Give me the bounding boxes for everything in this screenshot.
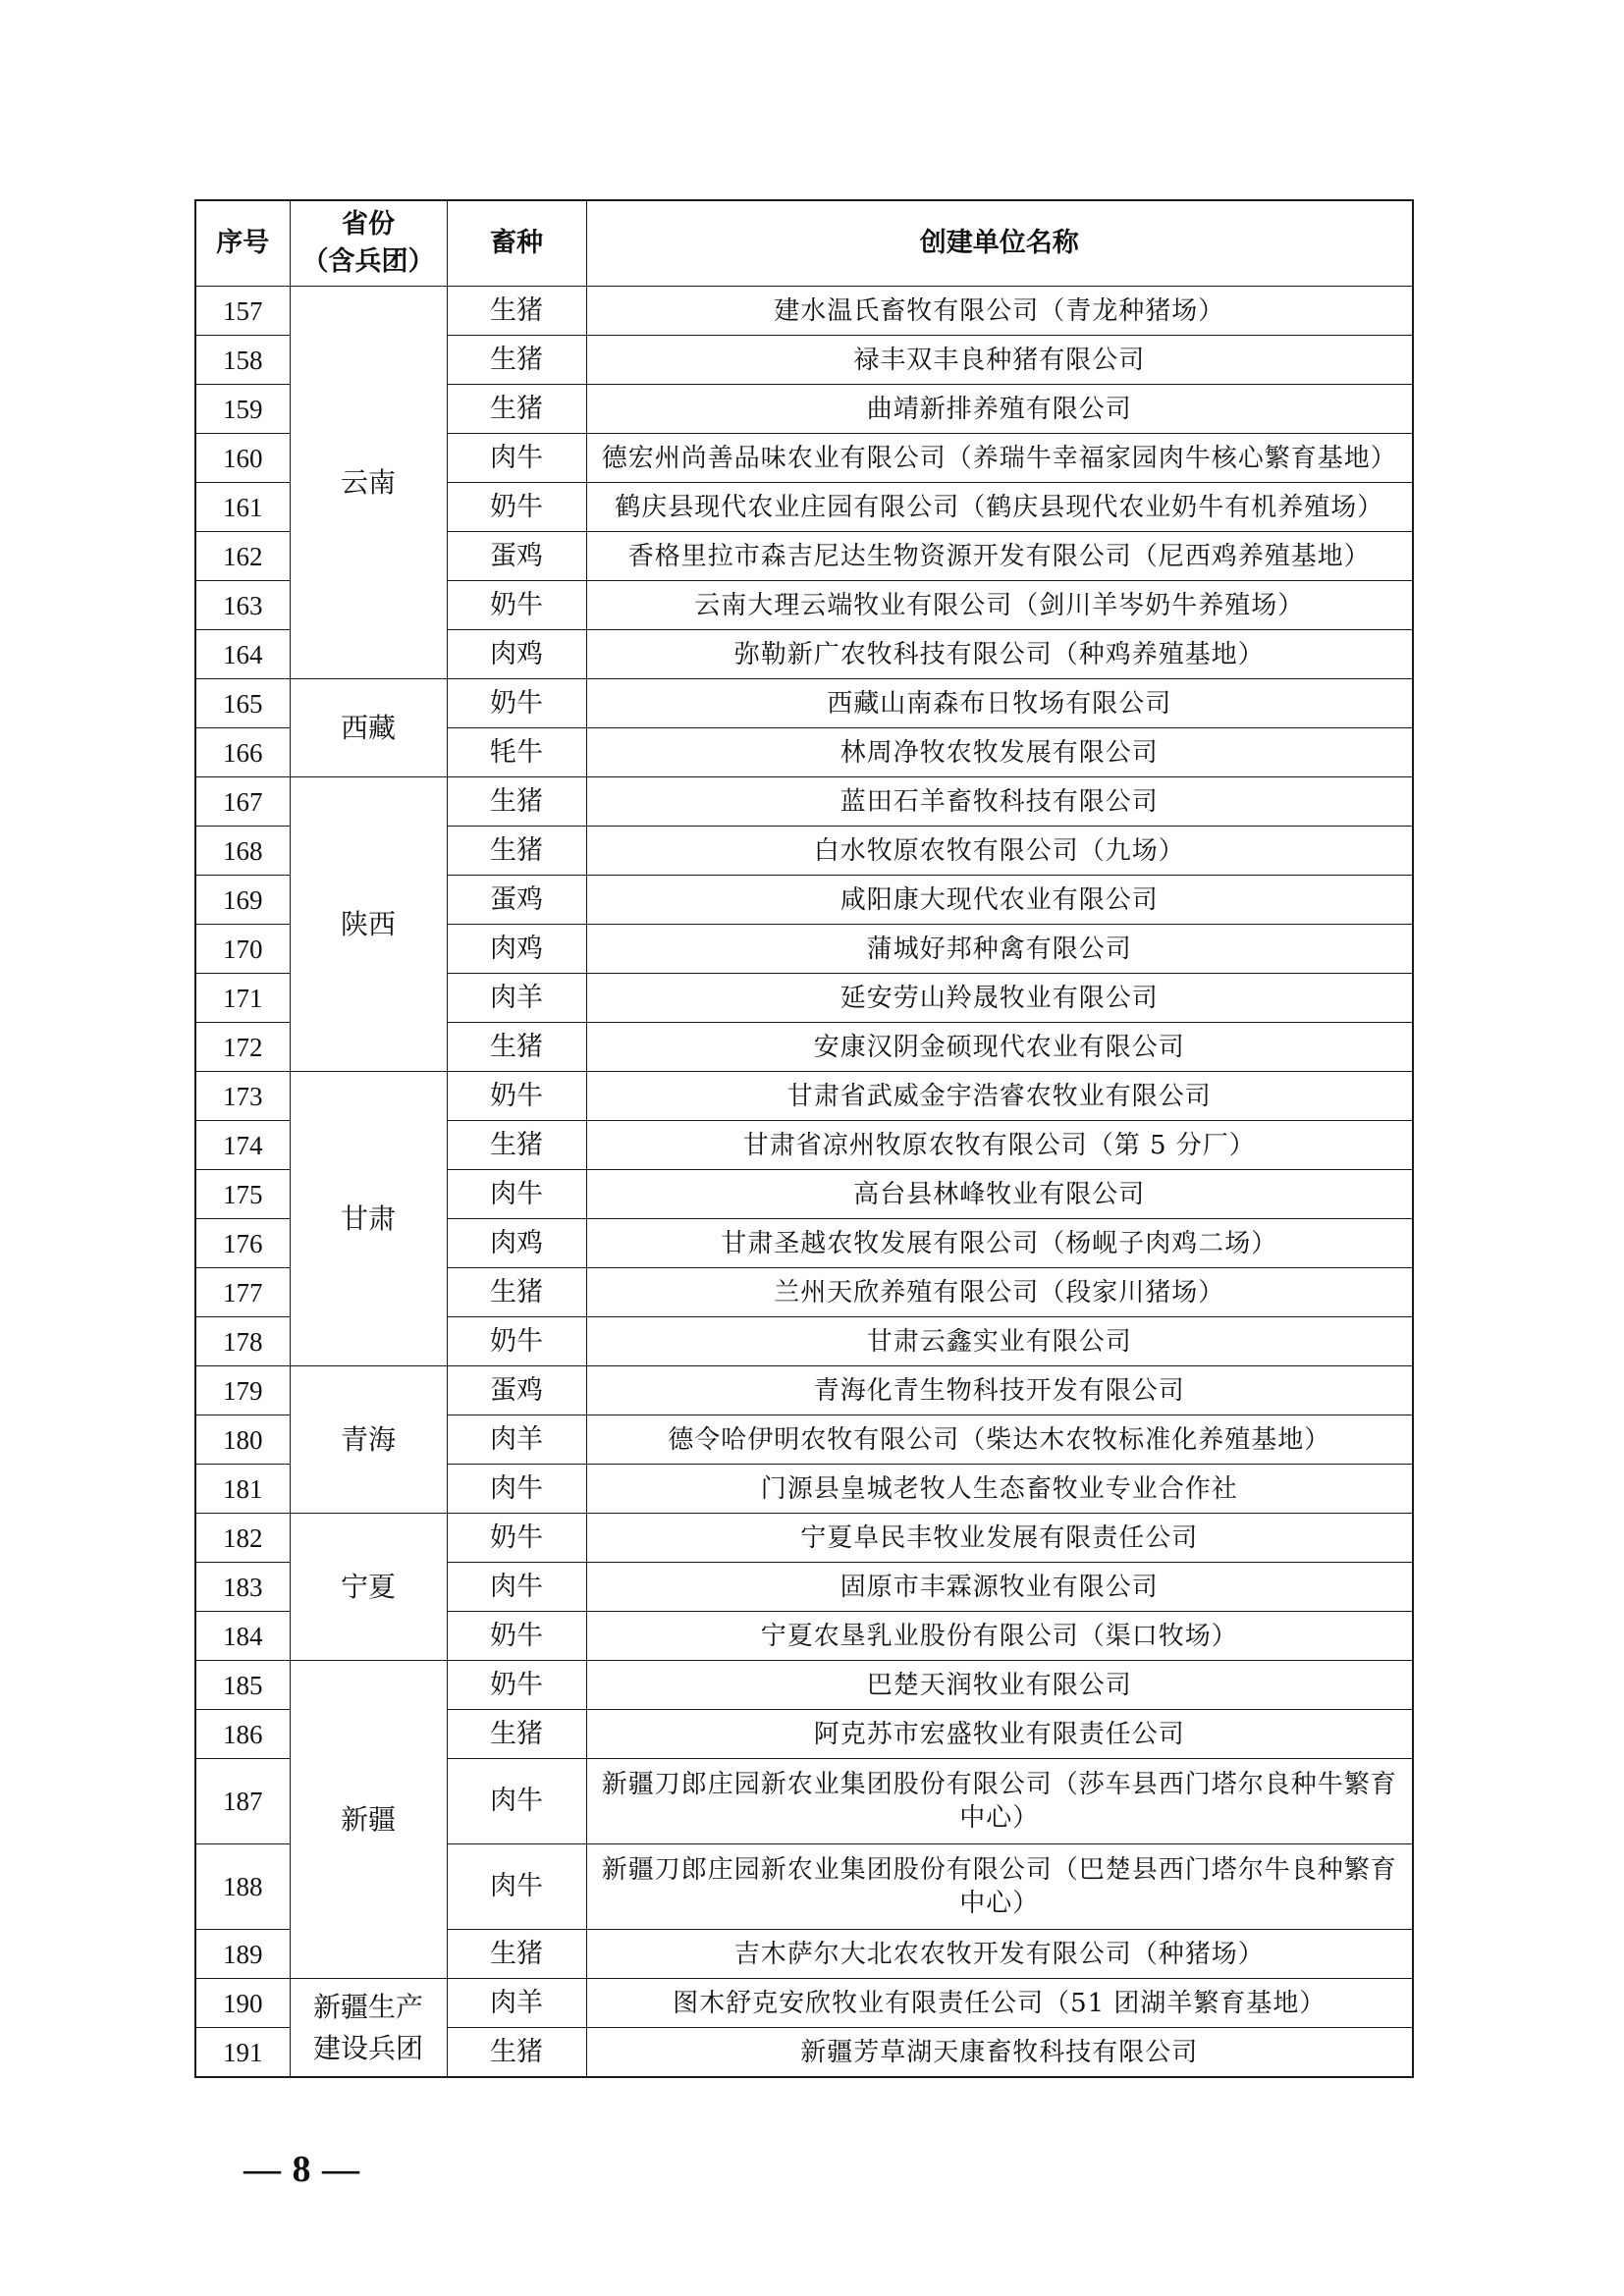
unit-name-cell: 阿克苏市宏盛牧业有限责任公司 bbox=[586, 1710, 1413, 1759]
unit-name-cell: 禄丰双丰良种猪有限公司 bbox=[586, 336, 1413, 385]
livestock-species-cell: 肉鸡 bbox=[447, 630, 586, 679]
serial-number-cell: 172 bbox=[195, 1023, 290, 1072]
unit-name-cell: 新疆刀郎庄园新农业集团股份有限公司（莎车县西门塔尔良种牛繁育中心） bbox=[586, 1759, 1413, 1844]
livestock-species-cell: 奶牛 bbox=[447, 1661, 586, 1710]
livestock-species-cell: 奶牛 bbox=[447, 581, 586, 630]
serial-number-cell: 177 bbox=[195, 1268, 290, 1317]
livestock-species-cell: 奶牛 bbox=[447, 1072, 586, 1121]
table-row bbox=[195, 1979, 1413, 2028]
serial-number-cell: 188 bbox=[195, 1844, 290, 1930]
serial-number-cell: 179 bbox=[195, 1366, 290, 1415]
unit-name-cell: 门源县皇城老牧人生态畜牧业专业合作社 bbox=[586, 1465, 1413, 1514]
serial-number-cell: 159 bbox=[195, 385, 290, 434]
unit-name-cell: 德令哈伊明农牧有限公司（柴达木农牧标准化养殖基地） bbox=[586, 1415, 1413, 1465]
table-row bbox=[195, 1366, 1413, 1415]
livestock-species-cell: 肉羊 bbox=[447, 974, 586, 1023]
province-cell: 西藏 bbox=[290, 679, 447, 777]
unit-name-cell: 兰州天欣养殖有限公司（段家川猪场） bbox=[586, 1268, 1413, 1317]
livestock-species-cell: 蛋鸡 bbox=[447, 1366, 586, 1415]
unit-name-cell: 林周净牧农牧发展有限公司 bbox=[586, 728, 1413, 777]
header-livestock-species: 畜种 bbox=[447, 200, 586, 287]
unit-name-cell: 甘肃省武威金宇浩睿农牧业有限公司 bbox=[586, 1072, 1413, 1121]
unit-name-cell: 延安劳山羚晟牧业有限公司 bbox=[586, 974, 1413, 1023]
livestock-species-cell: 奶牛 bbox=[447, 483, 586, 532]
livestock-species-cell: 肉牛 bbox=[447, 1170, 586, 1219]
serial-number-cell: 189 bbox=[195, 1930, 290, 1979]
province-cell: 新疆 bbox=[290, 1661, 447, 1979]
unit-name-cell: 云南大理云端牧业有限公司（剑川羊岑奶牛养殖场） bbox=[586, 581, 1413, 630]
header-unit-name: 创建单位名称 bbox=[586, 200, 1413, 287]
livestock-species-cell: 生猪 bbox=[447, 287, 586, 336]
serial-number-cell: 166 bbox=[195, 728, 290, 777]
serial-number-cell: 165 bbox=[195, 679, 290, 728]
livestock-species-cell: 生猪 bbox=[447, 1121, 586, 1170]
unit-name-cell: 新疆芳草湖天康畜牧科技有限公司 bbox=[586, 2028, 1413, 2078]
livestock-species-cell: 生猪 bbox=[447, 385, 586, 434]
serial-number-cell: 186 bbox=[195, 1710, 290, 1759]
province-cell: 宁夏 bbox=[290, 1514, 447, 1661]
unit-name-cell: 白水牧原农牧有限公司（九场） bbox=[586, 827, 1413, 876]
livestock-species-cell: 蛋鸡 bbox=[447, 876, 586, 925]
livestock-species-cell: 生猪 bbox=[447, 1930, 586, 1979]
unit-name-cell: 咸阳康大现代农业有限公司 bbox=[586, 876, 1413, 925]
livestock-species-cell: 肉牛 bbox=[447, 1844, 586, 1930]
serial-number-cell: 181 bbox=[195, 1465, 290, 1514]
livestock-species-cell: 生猪 bbox=[447, 777, 586, 827]
livestock-species-cell: 肉鸡 bbox=[447, 1219, 586, 1268]
serial-number-cell: 161 bbox=[195, 483, 290, 532]
livestock-species-cell: 奶牛 bbox=[447, 1612, 586, 1661]
province-cell: 青海 bbox=[290, 1366, 447, 1514]
table-header-row bbox=[195, 200, 1413, 287]
serial-number-cell: 167 bbox=[195, 777, 290, 827]
unit-name-cell: 鹤庆县现代农业庄园有限公司（鹤庆县现代农业奶牛有机养殖场） bbox=[586, 483, 1413, 532]
table-row bbox=[195, 777, 1413, 827]
province-cell: 云南 bbox=[290, 287, 447, 679]
table-body bbox=[195, 287, 1413, 2078]
serial-number-cell: 168 bbox=[195, 827, 290, 876]
unit-name-cell: 德宏州尚善品味农业有限公司（养瑞牛幸福家园肉牛核心繁育基地） bbox=[586, 434, 1413, 483]
unit-name-cell: 安康汉阴金硕现代农业有限公司 bbox=[586, 1023, 1413, 1072]
unit-name-cell: 西藏山南森布日牧场有限公司 bbox=[586, 679, 1413, 728]
header-serial-number: 序号 bbox=[195, 200, 290, 287]
header-province bbox=[290, 200, 447, 287]
livestock-species-cell: 生猪 bbox=[447, 1023, 586, 1072]
table-row bbox=[195, 287, 1413, 336]
livestock-species-cell: 生猪 bbox=[447, 336, 586, 385]
unit-name-cell: 巴楚天润牧业有限公司 bbox=[586, 1661, 1413, 1710]
livestock-species-cell: 肉羊 bbox=[447, 1415, 586, 1465]
unit-name-cell: 香格里拉市森吉尼达生物资源开发有限公司（尼西鸡养殖基地） bbox=[586, 532, 1413, 581]
unit-name-cell: 宁夏农垦乳业股份有限公司（渠口牧场） bbox=[586, 1612, 1413, 1661]
livestock-species-cell: 生猪 bbox=[447, 1710, 586, 1759]
unit-name-cell: 宁夏阜民丰牧业发展有限责任公司 bbox=[586, 1514, 1413, 1563]
header-province-line2: （含兵团） bbox=[301, 246, 435, 277]
table-row bbox=[195, 679, 1413, 728]
unit-name-cell: 图木舒克安欣牧业有限责任公司（51 团湖羊繁育基地） bbox=[586, 1979, 1413, 2028]
serial-number-cell: 171 bbox=[195, 974, 290, 1023]
livestock-species-cell: 蛋鸡 bbox=[447, 532, 586, 581]
serial-number-cell: 163 bbox=[195, 581, 290, 630]
serial-number-cell: 176 bbox=[195, 1219, 290, 1268]
livestock-species-cell: 肉羊 bbox=[447, 1979, 586, 2028]
table-row bbox=[195, 1514, 1413, 1563]
serial-number-cell: 169 bbox=[195, 876, 290, 925]
livestock-species-cell: 肉牛 bbox=[447, 1759, 586, 1844]
livestock-species-cell: 生猪 bbox=[447, 1268, 586, 1317]
unit-name-cell: 新疆刀郎庄园新农业集团股份有限公司（巴楚县西门塔尔牛良种繁育中心） bbox=[586, 1844, 1413, 1930]
unit-name-cell: 建水温氏畜牧有限公司（青龙种猪场） bbox=[586, 287, 1413, 336]
serial-number-cell: 187 bbox=[195, 1759, 290, 1844]
serial-number-cell: 182 bbox=[195, 1514, 290, 1563]
unit-name-cell: 固原市丰霖源牧业有限公司 bbox=[586, 1563, 1413, 1612]
unit-name-cell: 甘肃圣越农牧发展有限公司（杨岘子肉鸡二场） bbox=[586, 1219, 1413, 1268]
serial-number-cell: 185 bbox=[195, 1661, 290, 1710]
unit-name-cell: 蒲城好邦种禽有限公司 bbox=[586, 925, 1413, 974]
unit-name-cell: 吉木萨尔大北农农牧开发有限公司（种猪场） bbox=[586, 1930, 1413, 1979]
livestock-species-cell: 肉牛 bbox=[447, 1563, 586, 1612]
table-row bbox=[195, 1072, 1413, 1121]
livestock-species-cell: 牦牛 bbox=[447, 728, 586, 777]
table-row bbox=[195, 1661, 1413, 1710]
serial-number-cell: 162 bbox=[195, 532, 290, 581]
serial-number-cell: 174 bbox=[195, 1121, 290, 1170]
unit-name-cell: 曲靖新排养殖有限公司 bbox=[586, 385, 1413, 434]
serial-number-cell: 178 bbox=[195, 1317, 290, 1366]
livestock-species-cell: 肉鸡 bbox=[447, 925, 586, 974]
livestock-species-cell: 奶牛 bbox=[447, 679, 586, 728]
page-number: — 8 — bbox=[244, 2149, 360, 2190]
serial-number-cell: 158 bbox=[195, 336, 290, 385]
unit-name-cell: 青海化青生物科技开发有限公司 bbox=[586, 1366, 1413, 1415]
unit-name-cell: 甘肃云鑫实业有限公司 bbox=[586, 1317, 1413, 1366]
serial-number-cell: 157 bbox=[195, 287, 290, 336]
unit-name-cell: 甘肃省凉州牧原农牧有限公司（第 5 分厂） bbox=[586, 1121, 1413, 1170]
unit-name-cell: 高台县林峰牧业有限公司 bbox=[586, 1170, 1413, 1219]
livestock-species-cell: 肉牛 bbox=[447, 434, 586, 483]
serial-number-cell: 180 bbox=[195, 1415, 290, 1465]
serial-number-cell: 184 bbox=[195, 1612, 290, 1661]
serial-number-cell: 190 bbox=[195, 1979, 290, 2028]
serial-number-cell: 160 bbox=[195, 434, 290, 483]
serial-number-cell: 170 bbox=[195, 925, 290, 974]
livestock-unit-table bbox=[194, 199, 1414, 2078]
livestock-species-cell: 奶牛 bbox=[447, 1514, 586, 1563]
serial-number-cell: 175 bbox=[195, 1170, 290, 1219]
serial-number-cell: 164 bbox=[195, 630, 290, 679]
serial-number-cell: 183 bbox=[195, 1563, 290, 1612]
unit-name-cell: 弥勒新广农牧科技有限公司（种鸡养殖基地） bbox=[586, 630, 1413, 679]
serial-number-cell: 173 bbox=[195, 1072, 290, 1121]
header-province-line1: 省份 bbox=[342, 209, 395, 240]
province-cell: 新疆生产建设兵团 bbox=[290, 1979, 447, 2078]
province-cell: 陕西 bbox=[290, 777, 447, 1072]
livestock-species-cell: 生猪 bbox=[447, 2028, 586, 2078]
serial-number-cell: 191 bbox=[195, 2028, 290, 2078]
province-cell: 甘肃 bbox=[290, 1072, 447, 1366]
unit-name-cell: 蓝田石羊畜牧科技有限公司 bbox=[586, 777, 1413, 827]
livestock-species-cell: 生猪 bbox=[447, 827, 586, 876]
livestock-species-cell: 奶牛 bbox=[447, 1317, 586, 1366]
livestock-species-cell: 肉牛 bbox=[447, 1465, 586, 1514]
